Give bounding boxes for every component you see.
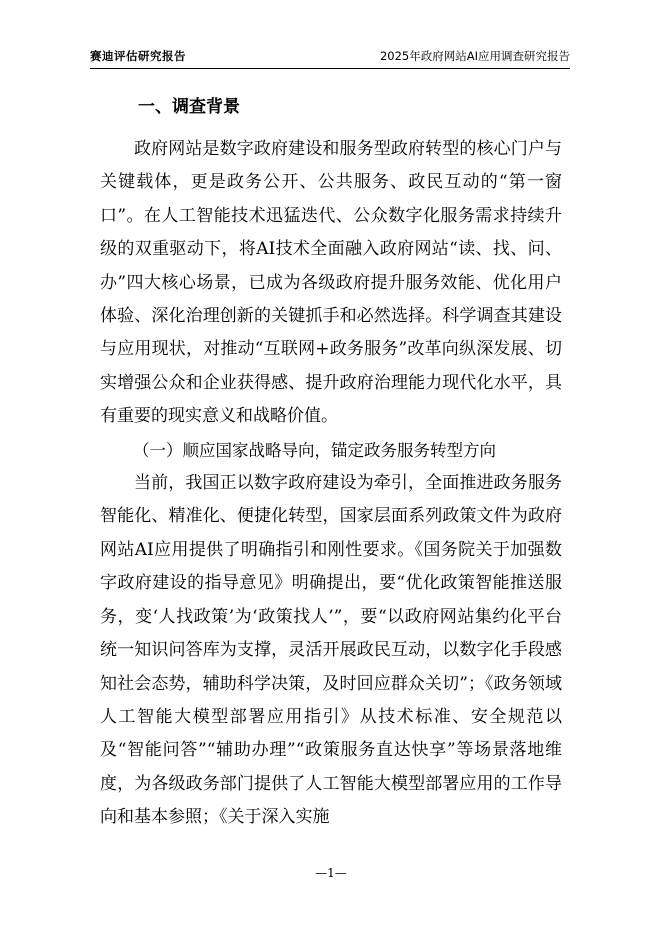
paragraph-policy: 当前，我国正以数字政府建设为牵引，全面推进政务服务智能化、精准化、便捷化转型，国家层面系列政策文件为政府网站AI应用提供了明确指引和刚性要求。《国务院关于加强数字政府建设的指导意见》明确提出，要“优化政策智能推送服务，变‘人找政策’为‘政策找人’”，要“以政府网站集约化平台统一知识问答库为支撑，灵活开展政民互动，以数字化手段感知社会态势，辅助科学决策，及时回应群众关切”；《政务领域人工智能大模型部署应用指引》从技术标准、安全规范以及“智能问答”“辅助办理”“政策服务直达快享”等场景落地维度，为各级政务部门提供了人工智能大模型部署应用的工作导向和基本参照；《关于深入实施 <box>100 473 562 828</box>
section-heading: 一、调查背景 <box>138 97 240 117</box>
page-body <box>100 92 562 835</box>
header-report-title: 2025年政府网站AI应用调查研究报告 <box>379 49 570 63</box>
paragraph-background: 政府网站是数字政府建设和服务型政府转型的核心门户与关键载体，更是政务公开、公共服务、政民互动的“第一窗口”。在人工智能技术迅猛迭代、公众数字化服务需求持续升级的双重驱动下，将AI技术全面融入政府网站“读、找、问、办”四大核心场景，已成为各级政府提升服务效能、优化用户体验、深化治理创新的关键抓手和必然选择。科学调查其建设与应用现状，对推动“互联网+政务服务”改革向纵深发展、切实增强公众和企业获得感、提升政府治理能力现代化水平，具有重要的现实意义和战略价值。 <box>100 139 562 427</box>
header-org-title: 赛迪评估研究报告 <box>90 49 186 63</box>
page-number: —1— <box>315 866 347 880</box>
subsection-heading: （一）顺应国家战略导向，锚定政务服务转型方向 <box>133 440 496 460</box>
page-header <box>90 44 570 69</box>
